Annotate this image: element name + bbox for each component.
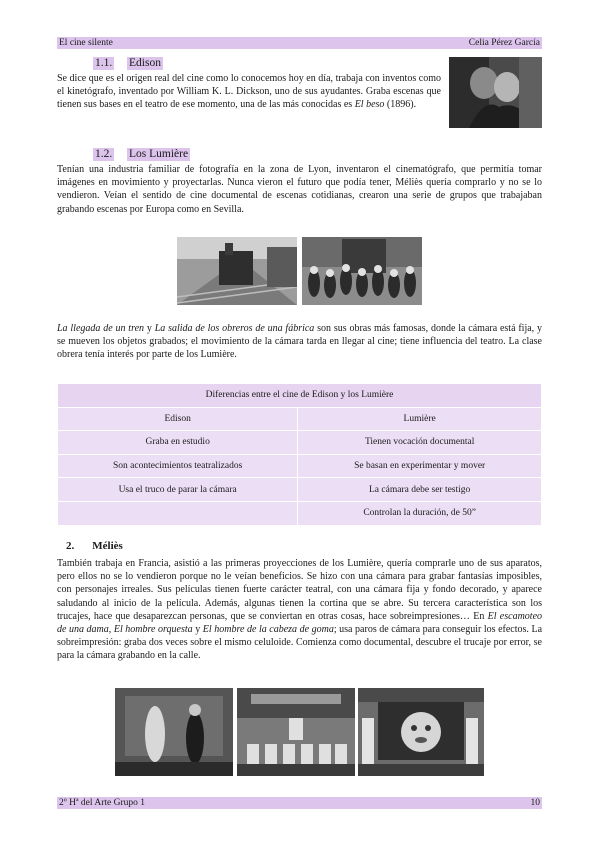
photo-cabeza-goma	[358, 688, 484, 776]
paragraph-lumiere: Tenían una industria familiar de fotografía en la zona de Lyon, inventaron el cinematógrafo, que permitía tomar imágenes en movimiento y proyectarlas. Nunca vieron el futuro que podía tener, Méliès quería comprarlo y no se lo vendieron. Veían el sentido de cine documental de escenas cotidianas, crearon una serie de grupos que trabajaban grabando escenas por Europa como en Sevilla.	[57, 164, 542, 215]
section-title: Méliès	[92, 540, 123, 552]
table-cell: La cámara debe ser testigo	[298, 478, 542, 502]
film-title-tren: La llegada de un tren	[57, 323, 145, 334]
header-left-text: El cine silente	[59, 38, 113, 48]
table-cell	[58, 501, 298, 525]
table-cell: Tienen vocación documental	[298, 431, 542, 455]
footer-left-text: 2º Hª del Arte Grupo 1	[59, 798, 146, 808]
section-heading-edison	[57, 57, 437, 70]
table-title-row	[58, 384, 542, 408]
table-cell: Graba en estudio	[58, 431, 298, 455]
section-heading-lumiere	[57, 148, 437, 161]
films-connector: y	[144, 323, 155, 334]
header-right-text: Celia Pérez García	[468, 38, 540, 48]
table-row	[58, 454, 542, 478]
section-title: Los Lumière	[129, 148, 189, 160]
melies-connector: ,	[108, 624, 114, 636]
edison-film-title: El beso	[354, 99, 385, 111]
melies-connector: y	[192, 624, 203, 636]
section-number: 1.2.	[95, 148, 113, 160]
section-title: Edison	[129, 57, 161, 69]
photo-hombre-orquesta	[237, 688, 355, 776]
page-number: 10	[530, 798, 540, 808]
section-number: 2.	[66, 540, 75, 552]
page-header	[57, 37, 542, 49]
table-cell: Se basan en experimentar y mover	[298, 454, 542, 478]
paragraph-edison	[57, 72, 441, 112]
photo-llegada-tren	[177, 237, 297, 305]
film-title-obreros: La salida de los obreros de una fábrica	[154, 323, 315, 334]
section-number: 1.1.	[95, 57, 113, 69]
table-cell: Son acontecimientos teatralizados	[58, 454, 298, 478]
table-row	[58, 431, 542, 455]
column-header-edison: Edison	[58, 407, 298, 431]
paragraph-films	[57, 322, 542, 362]
table-title: Diferencias entre el cine de Edison y los Lumière	[58, 384, 542, 408]
melies-text: También trabaja en Francia, asistió a las primeras proyecciones de los Lumière, quería comprarle uno de sus aparatos, pero ellos no se lo vendieron porque no le veían beneficios. Se hizo con una cámara para grabar fantasías imposibles, con personajes irreales. Sus películas tienen fuerte carácter teatral, con una cámara fija y fondo decorado, y aparece saludando al inicio de la película. Además, algunas tienen la cortina que se abre. Su tercera característica son los trucajes, hace que desaparezcan personas, que se conviertan en otras cosas, hace sobreimpresiones… En	[57, 558, 542, 622]
photo-salida-obreros	[302, 237, 422, 305]
table-row	[58, 478, 542, 502]
column-header-lumiere: Lumière	[298, 407, 542, 431]
page-footer	[57, 797, 542, 809]
film-title-hombre-orquesta: El hombre orquesta	[113, 624, 193, 636]
section-heading-melies	[66, 540, 123, 552]
table-cell: Controlan la duración, de 50”	[298, 501, 542, 525]
films-text: son sus obras más famosas, donde la cámara está fija, y se mueven los objetos grabados; el movimiento de la cámara tarda en llegar al cine; tiene influencia del teatro. La clase obrera tenía interés por parte de los Lumière.	[57, 323, 543, 361]
table-row	[58, 501, 542, 525]
paragraph-melies	[57, 557, 542, 663]
photo-el-beso	[449, 57, 542, 128]
film-title-cabeza-goma: El hombre de la cabeza de goma	[202, 624, 334, 636]
differences-table	[57, 383, 542, 526]
melies-text-end: ; usa paros de cámara para conseguir los efectos. La sobreimpresión: graba dos veces sobre el mismo celuloide. Comienza como documental, descubre el trucaje por error, se para la cámara grabando en la calle.	[57, 624, 543, 662]
edison-text-end: (1896).	[384, 99, 417, 111]
film-title-escamoteo: El escamoteo de una dama	[57, 610, 543, 636]
photo-escamoteo	[115, 688, 233, 776]
table-header-row	[58, 407, 542, 431]
table-cell: Usa el truco de parar la cámara	[58, 478, 298, 502]
edison-text: Se dice que es el origen real del cine como lo conocemos hoy en día, trabaja con inventos como el kinetógrafo, inventado por William K. L. Dickson, uno de sus ayudantes. Graba escenas que tienen sus bases en el teatro de ese momento, una de las más conocidas es	[57, 73, 441, 111]
